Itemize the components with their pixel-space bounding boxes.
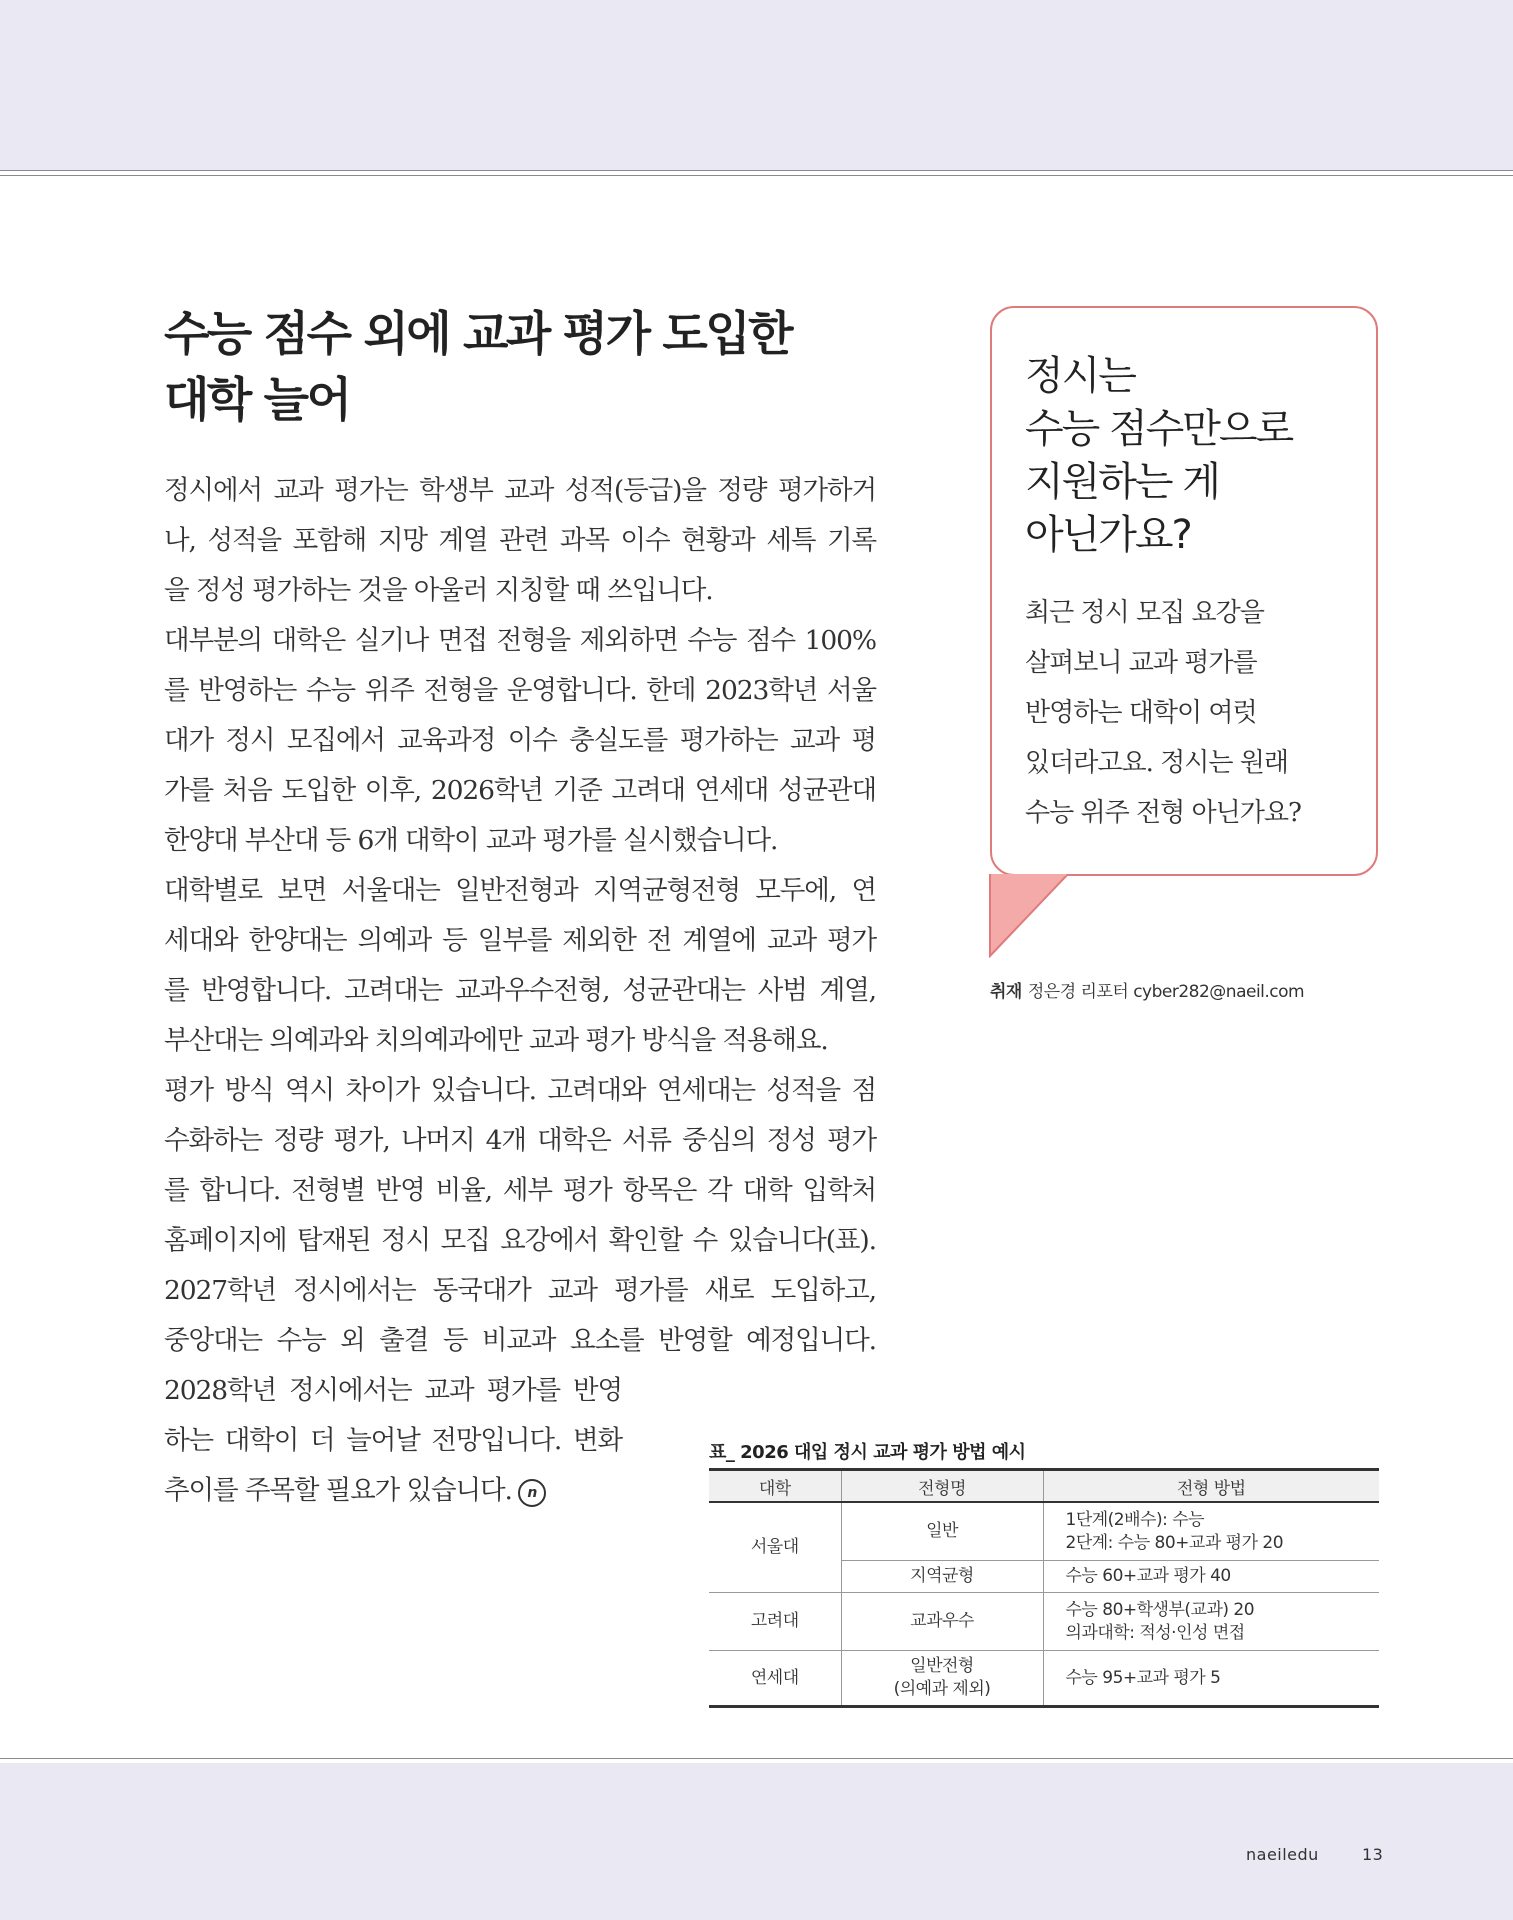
body-line: 한양대 부산대 등 6개 대학이 교과 평가를 실시했습니다.: [164, 825, 778, 856]
reporter-credit: [990, 977, 1304, 1002]
top-rule-thin: [0, 175, 1513, 176]
bubble-answer: [1025, 588, 1355, 838]
body-line: 을 정성 평가하는 것을 아울러 지칭할 때 쓰입니다.: [164, 575, 713, 606]
credit-label: 취재: [990, 982, 1022, 1002]
top-rule: [0, 170, 1513, 171]
table-cell-type: [841, 1651, 1043, 1707]
table-cell-univ: 연세대: [709, 1651, 841, 1707]
body-line: 대가 정시 모집에서 교육과정 이수 충실도를 평가하는 교과 평: [164, 725, 876, 756]
heading-line-2: 대학 늘어: [164, 373, 350, 428]
body-line: 홈페이지에 탑재된 정시 모집 요강에서 확인할 수 있습니다(표).: [164, 1225, 876, 1256]
table-row: [709, 1593, 1379, 1651]
body-line: 수화하는 정량 평가, 나머지 4개 대학은 서류 중심의 정성 평가: [164, 1125, 876, 1156]
table-cell-method: 수능 95+교과 평가 5: [1043, 1651, 1379, 1707]
answer-line: 반영하는 대학이 여럿: [1025, 698, 1257, 728]
answer-line: 수능 위주 전형 아닌가요?: [1025, 798, 1301, 828]
body-line-text: 2028학년 정시에서는 교과 평가를 반영: [164, 1375, 622, 1406]
table-header-row: [709, 1470, 1379, 1503]
body-line: 대부분의 대학은 실기나 면접 전형을 제외하면 수능 점수 100%: [164, 625, 876, 656]
table-cell-method: [1043, 1502, 1379, 1561]
table-row: [709, 1502, 1379, 1561]
body-line: 2027학년 정시에서는 동국대가 교과 평가를 새로 도입하고,: [164, 1275, 876, 1306]
credit-text: 정은경 리포터 cyber282@naeil.com: [1027, 982, 1305, 1002]
bottom-rule-thin: [0, 1758, 1513, 1759]
body-line: 세대와 한양대는 의예과 등 일부를 제외한 전 계열에 교과 평가: [164, 925, 876, 956]
question-line: 수능 점수만으로: [1025, 406, 1293, 452]
article-body: [164, 466, 876, 1516]
body-line-text: 추이를 주목할 필요가 있습니다.: [164, 1475, 512, 1506]
answer-line: 최근 정시 모집 요강을: [1025, 598, 1264, 628]
body-line: 대학별로 보면 서울대는 일반전형과 지역균형전형 모두에, 연: [164, 875, 876, 906]
body-line-text: 하는 대학이 더 늘어날 전망입니다. 변화: [164, 1425, 622, 1456]
article-heading: [164, 302, 884, 434]
table-cell-type: 교과우수: [841, 1593, 1043, 1651]
body-line: 를 반영합니다. 고려대는 교과우수전형, 성균관대는 사범 계열,: [164, 975, 876, 1006]
question-line: 지원하는 게: [1025, 459, 1219, 505]
method-line: 2단계: 수능 80+교과 평가 20: [1065, 1532, 1284, 1553]
question-line: 정시는: [1025, 353, 1135, 399]
table-cell-type: 일반: [841, 1502, 1043, 1561]
body-line: [164, 1416, 622, 1466]
footer-brand: naeiledu: [1246, 1845, 1319, 1864]
body-line: 가를 처음 도입한 이후, 2026학년 기준 고려대 연세대 성균관대: [164, 775, 876, 806]
body-line: 를 합니다. 전형별 반영 비율, 세부 평가 항목은 각 대학 입학처: [164, 1175, 876, 1206]
evaluation-table: [709, 1468, 1379, 1708]
table-cell-univ: 고려대: [709, 1593, 841, 1651]
table-cell-method: 수능 60+교과 평가 40: [1043, 1561, 1379, 1593]
body-line: 나, 성적을 포함해 지망 계열 관련 과목 이수 현황과 세특 기록: [164, 525, 876, 556]
question-line: 아닌가요?: [1025, 512, 1191, 558]
bubble-tail: [988, 874, 1068, 958]
type-line: (의예과 제외): [893, 1679, 991, 1699]
bottom-band: [0, 1763, 1513, 1920]
body-line: 평가 방식 역시 차이가 있습니다. 고려대와 연세대는 성적을 점: [164, 1075, 876, 1106]
table-cell-type: 지역균형: [841, 1561, 1043, 1593]
table-cell-univ: 서울대: [709, 1502, 841, 1593]
page-number: 13: [1362, 1845, 1384, 1864]
body-line: 중앙대는 수능 외 출결 등 비교과 요소를 반영할 예정입니다.: [164, 1325, 876, 1356]
heading-line-1: 수능 점수 외에 교과 평가 도입한: [164, 307, 792, 362]
table-cell-method: [1043, 1593, 1379, 1651]
body-line: 를 반영하는 수능 위주 전형을 운영합니다. 한데 2023학년 서울: [164, 675, 876, 706]
body-line: [164, 1366, 622, 1416]
end-mark-icon: n: [518, 1479, 546, 1507]
body-line: 정시에서 교과 평가는 학생부 교과 성적(등급)을 정량 평가하거: [164, 475, 876, 506]
answer-line: 있더라고요. 정시는 원래: [1025, 748, 1288, 778]
table-header: 전형 방법: [1043, 1470, 1379, 1503]
answer-line: 살펴보니 교과 평가를: [1025, 648, 1257, 678]
table-row: [709, 1651, 1379, 1707]
top-band: [0, 0, 1513, 170]
method-line: 수능 80+학생부(교과) 20: [1065, 1599, 1255, 1620]
bubble-question: [1025, 350, 1355, 562]
body-line: 부산대는 의예과와 치의예과에만 교과 평가 방식을 적용해요.: [164, 1025, 828, 1056]
table-header: 대학: [709, 1470, 841, 1503]
method-line: 의과대학: 적성·인성 면접: [1065, 1622, 1245, 1643]
table-header: 전형명: [841, 1470, 1043, 1503]
method-line: 1단계(2배수): 수능: [1065, 1509, 1205, 1530]
type-line: 일반전형: [910, 1656, 974, 1676]
table-title: 표_ 2026 대입 정시 교과 평가 방법 예시: [709, 1442, 1026, 1463]
